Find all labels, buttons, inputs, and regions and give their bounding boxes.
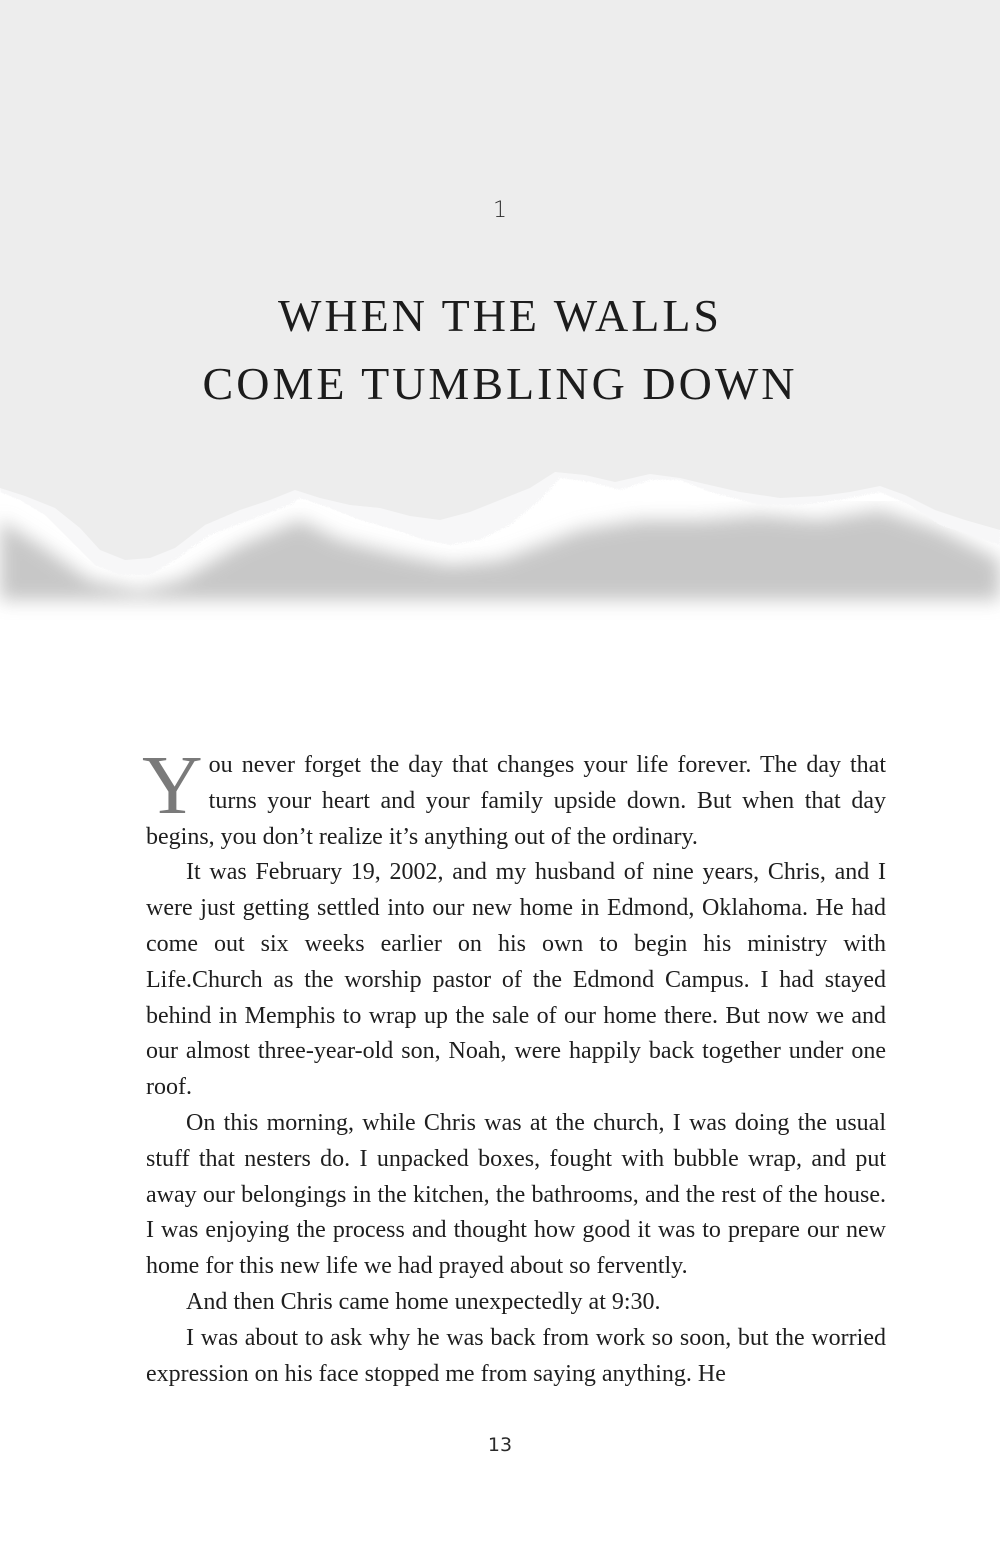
chapter-title	[0, 282, 1000, 418]
paragraph-2: It was February 19, 2002, and my husband of nine years, Chris, and I were just getting settled into our new home in Edmond, Oklahoma. He had come out six weeks earlier on his own to begin his ministry with Life.Church as the worship pastor of the Edmond Campus. I had stayed behind in Memphis to wrap up the sale of our home there. But now we and our almost three-year-old son, Noah, were happily back together under one roof.	[146, 859, 886, 1101]
chapter-number: 1	[493, 198, 507, 223]
paragraph-3: On this morning, while Chris was at the church, I was doing the usual stuff that nesters do. I unpacked boxes, fought with bubble wrap, and put away our belongings in the kitchen, the bathrooms, and the rest of the house. I was enjoying the process and thought how good it was to prepare our new home for this new life we had prayed about so fervently.	[146, 1109, 886, 1280]
paragraph-5: I was about to ask why he was back from work so soon, but the worried expression on his face stopped me from saying anything. He	[146, 1324, 886, 1387]
chapter-body	[142, 739, 886, 1392]
chapter-title-line-2: COME TUMBLING DOWN	[202, 358, 798, 409]
torn-paper-header	[0, 0, 1000, 640]
chapter-title-line-1: WHEN THE WALLS	[277, 290, 723, 341]
paragraph-1-text: ou never forget the day that changes your life forever. The day that turns your heart and your family upside down. But when that day begins, you don’t realize it’s anything out of the ordinary.	[146, 752, 886, 850]
page-number: 13	[487, 1434, 513, 1456]
drop-cap: Y	[142, 739, 203, 832]
paragraph-4: And then Chris came home unexpectedly at 9:30.	[186, 1288, 661, 1315]
paragraph-1	[142, 739, 886, 855]
